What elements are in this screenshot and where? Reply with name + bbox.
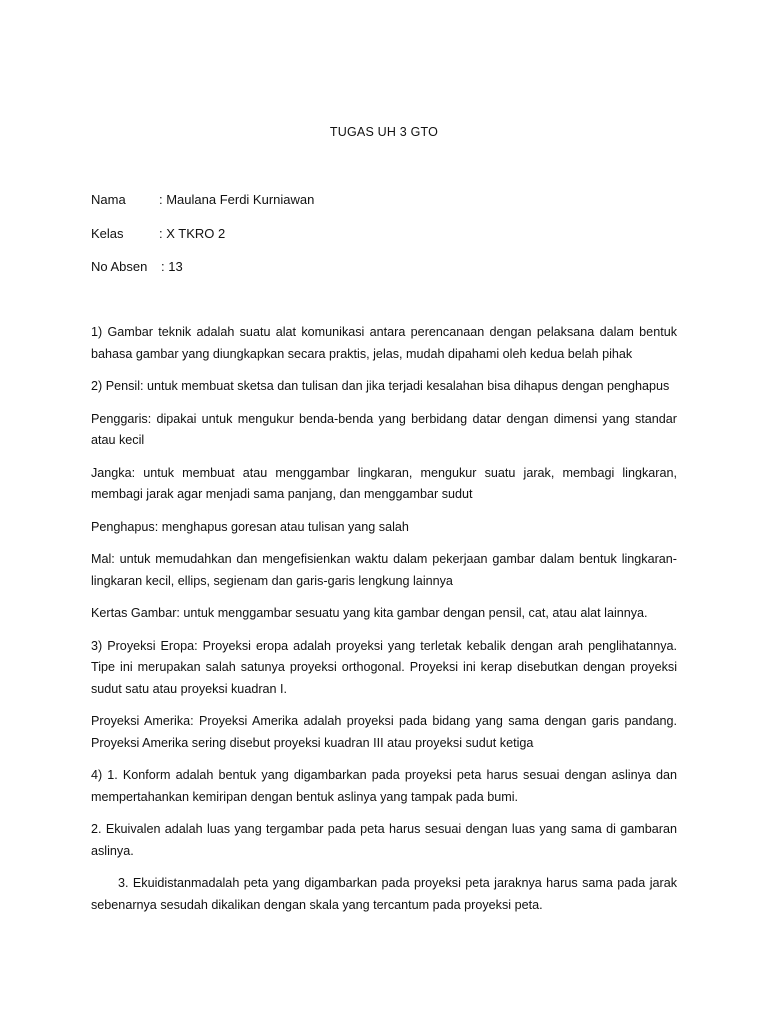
paragraph-ekuidistan: 3. Ekuidistanmadalah peta yang digambarkan pada proyeksi peta jaraknya harus sama pada jarak sebenarnya sesudah dikalikan dengan skala yang tercantum pada proyeksi peta.	[91, 876, 677, 912]
absen-value: : 13	[161, 259, 183, 274]
paragraph-penggaris: Penggaris: dipakai untuk mengukur benda-benda yang berbidang datar dengan dimensi yang standar atau kecil	[91, 411, 677, 447]
paragraph-penghapus: Penghapus: menghapus goresan atau tulisan yang salah	[91, 519, 409, 534]
absen-label: No Absen	[91, 259, 148, 274]
class-value: : X TKRO 2	[159, 226, 226, 241]
paragraph-kertas-gambar: Kertas Gambar: untuk menggambar sesuatu yang kita gambar dengan pensil, cat, atau alat lainnya.	[91, 606, 648, 620]
paragraph-answer-4-konform: 4) 1. Konform adalah bentuk yang digambarkan pada proyeksi peta harus sesuai dengan aslinya dan mempertahankan kemiripan dengan bentuk aslinya yang tampak pada bumi.	[91, 768, 677, 804]
paragraph-ekuivalen: 2. Ekuivalen adalah luas yang tergambar pada peta harus sesuai dengan luas yang sama di gambaran aslinya.	[91, 822, 677, 858]
paragraph-answer-2-pensil: 2) Pensil: untuk membuat sketsa dan tulisan dan jika terjadi kesalahan bisa dihapus dengan penghapus	[91, 379, 670, 393]
identity-row-absen	[91, 259, 183, 275]
paragraph-mal: Mal: untuk memudahkan dan mengefisienkan waktu dalam pekerjaan gambar dalam bentuk lingkaran-lingkaran kecil, ellips, segienam dan garis-garis lengkung lainnya	[91, 552, 677, 588]
class-label: Kelas	[91, 226, 124, 241]
document-title: TUGAS UH 3 GTO	[329, 125, 439, 139]
paragraph-jangka: Jangka: untuk membuat atau menggambar lingkaran, mengukur suatu jarak, membagi lingkaran, membagi jarak agar menjadi sama panjang, dan menggambar sudut	[91, 465, 677, 501]
name-value: : Maulana Ferdi Kurniawan	[159, 192, 315, 207]
name-label: Nama	[91, 192, 126, 207]
answers-body	[91, 322, 677, 927]
paragraph-amerika: Proyeksi Amerika: Proyeksi Amerika adalah proyeksi pada bidang yang sama dengan garis pandang. Proyeksi Amerika sering disebut proyeksi kuadran III atau proyeksi sudut ketiga	[91, 714, 677, 750]
paragraph-answer-1: 1) Gambar teknik adalah suatu alat komunikasi antara perencanaan dengan pelaksana dalam bentuk bahasa gambar yang diungkapkan secara praktis, jelas, mudah dipahami oleh kedua belah pihak	[91, 325, 677, 361]
identity-row-name	[91, 192, 314, 208]
identity-row-class	[91, 226, 225, 242]
paragraph-answer-3-eropa: 3) Proyeksi Eropa: Proyeksi eropa adalah proyeksi yang terletak kebalik dengan arah penglihatannya. Tipe ini merupakan salah satunya proyeksi orthogonal. Proyeksi ini kerap disebutkan dengan proyeksi sudut satu atau proyeksi kuadran I.	[91, 638, 677, 696]
